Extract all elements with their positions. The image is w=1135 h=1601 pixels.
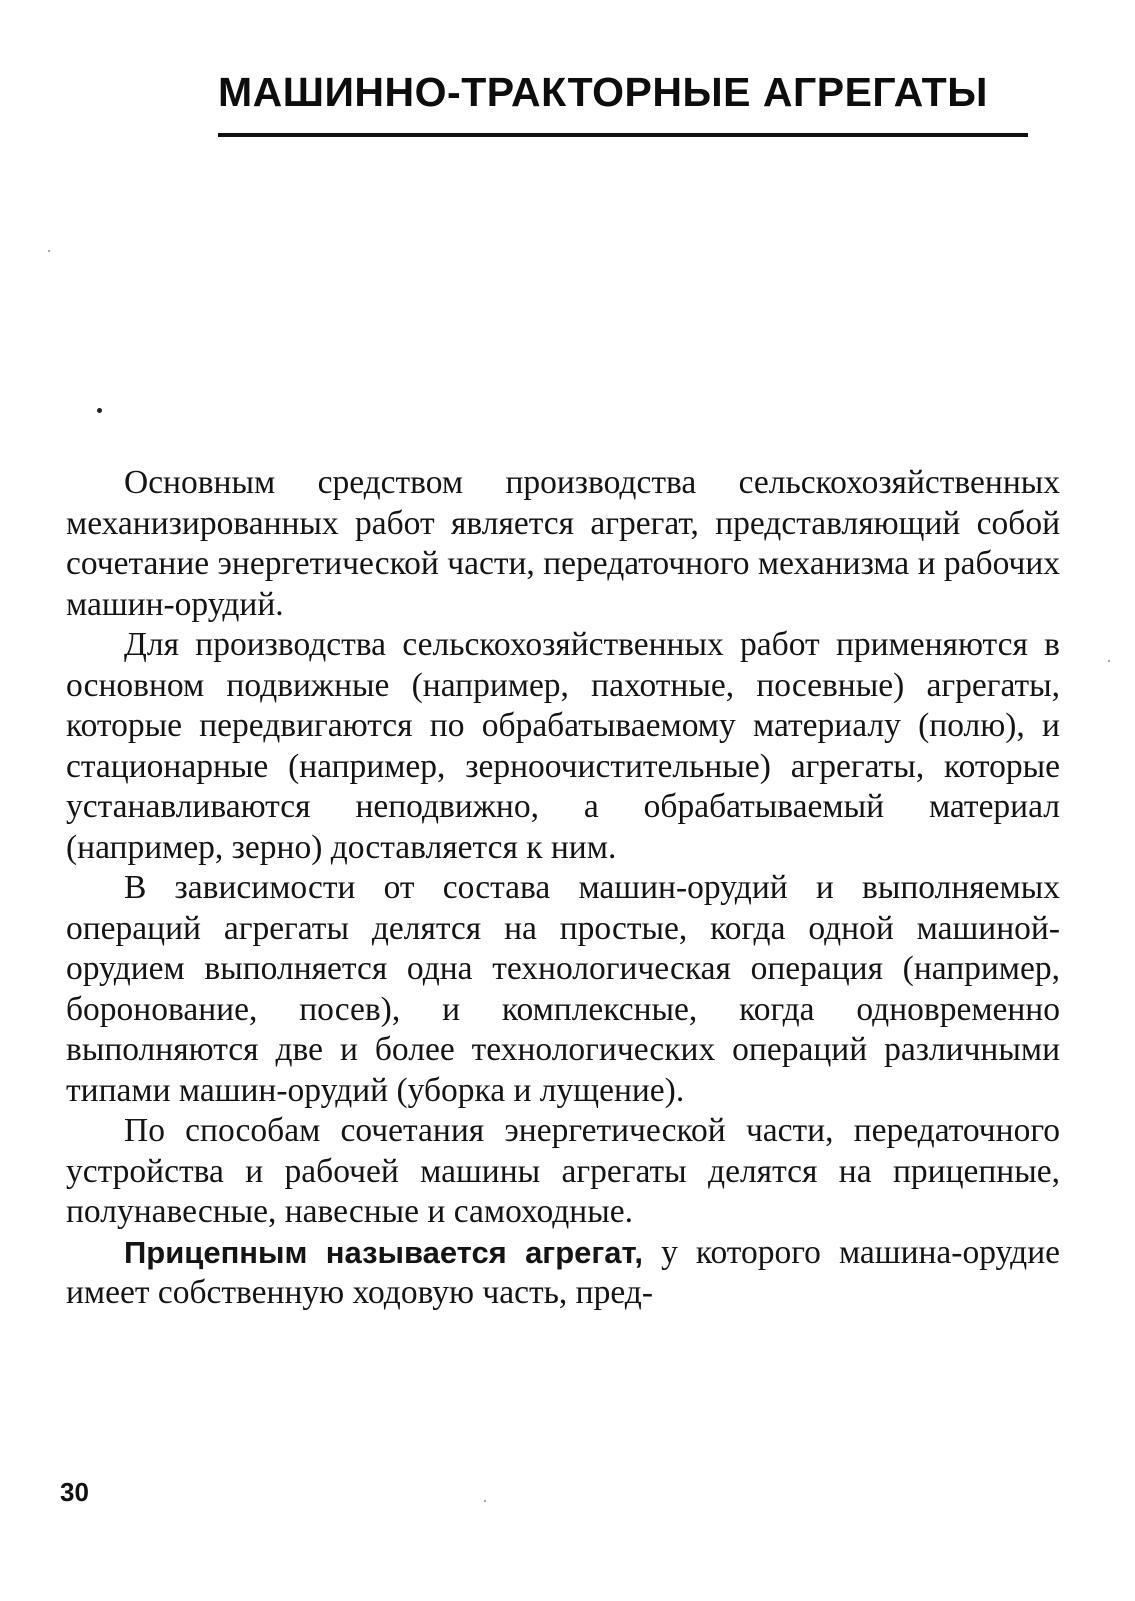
paragraph — [66, 1233, 1060, 1314]
paragraph-text: у которого машина-орудие имеет собственную ходовую часть, пред- — [66, 1233, 1061, 1311]
body-text — [66, 463, 1060, 1314]
paragraph-text: В зависимости от состава машин-орудий и выполняемых операций агрегаты делятся на простые, когда одной машиной-орудием выполняется одна технологическая операция (например, боронование, посев), и комплексные, когда одновременно выполняются две и более технологических операций различными типами машин-орудий (уборка и лущение). — [66, 869, 1060, 1109]
page-title: МАШИННО-ТРАКТОРНЫЕ АГРЕГАТЫ — [218, 69, 988, 115]
scan-speck — [1108, 660, 1110, 662]
paragraph — [66, 868, 1060, 1111]
paragraph-text: Основным средством производства сельскохозяйственных механизированных работ является агрегат, представляющий собой сочетание энергетической части, передаточного механизма и рабочих машин-орудий. — [66, 464, 1060, 623]
paragraph-text: Для производства сельскохозяйственных работ применяются в основном подвижные (например, пахотные, посевные) агрегаты, которые передвигаются по обрабатываемому материалу (полю), и стационарные (например, зерноочистительные) агрегаты, которые устанавливаются неподвижно, а обрабатываемый материал (например, зерно) доставляется к ним. — [66, 626, 1060, 866]
paragraph — [66, 1111, 1060, 1233]
scan-speck — [48, 250, 50, 252]
paragraph — [66, 463, 1060, 625]
paragraph — [66, 625, 1060, 868]
title-underline — [218, 133, 1028, 137]
paragraph-text: По способам сочетания энергетической части, передаточного устройства и рабочей машины агрегаты делятся на прицепные, полунавесные, навесные и самоходные. — [66, 1112, 1060, 1230]
scan-speck — [484, 1500, 486, 1502]
scan-speck — [97, 408, 102, 413]
bold-term: Прицепным называется агрегат, — [124, 1234, 644, 1270]
page-number: 30 — [60, 1477, 89, 1507]
